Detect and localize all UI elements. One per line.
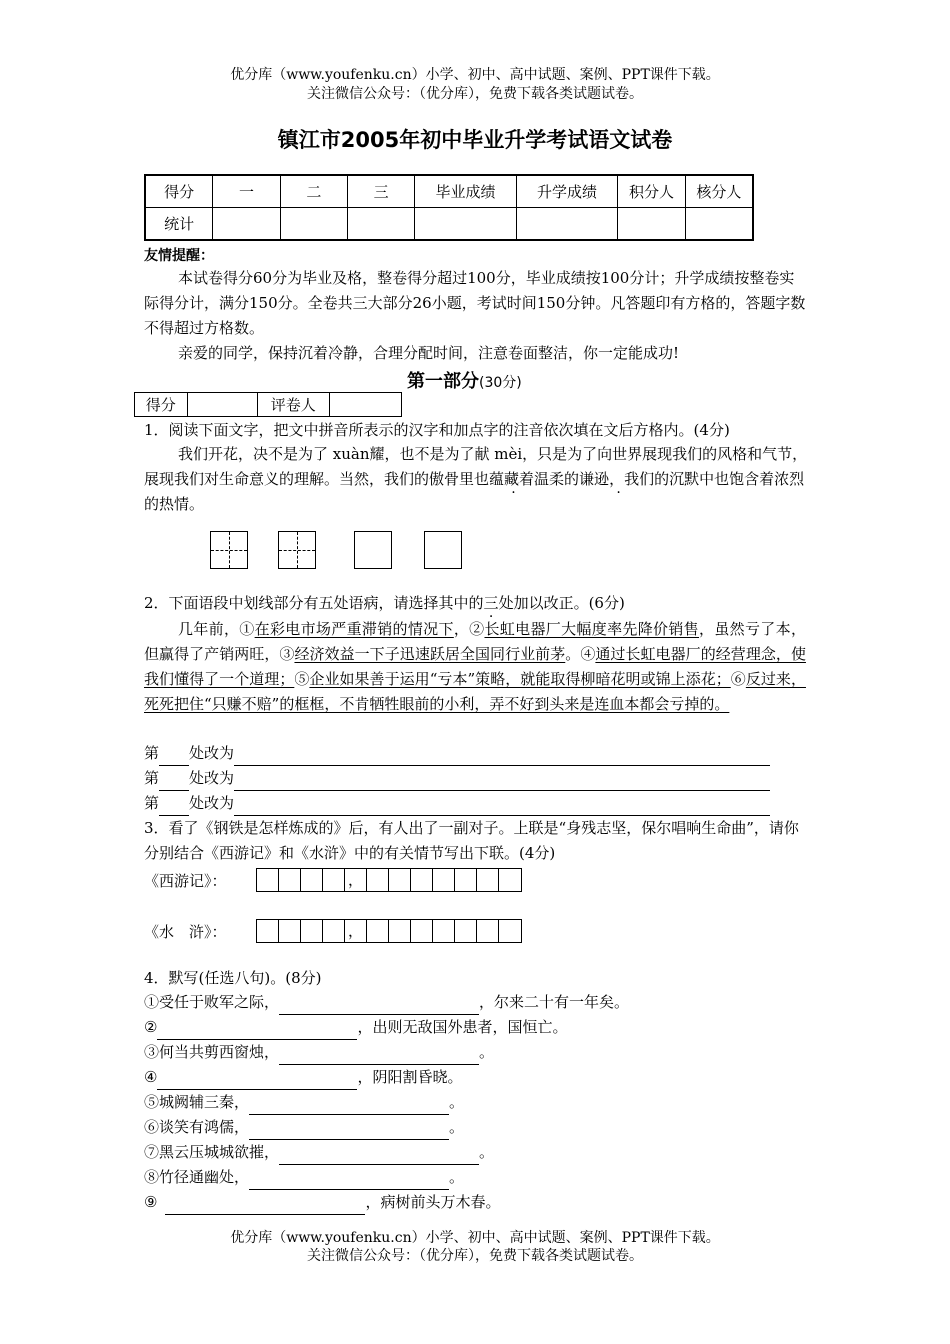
- q3-stem: 3．看了《钢铁是怎样炼成的》后，有人出了一副对子。上联是“身残志坚，保尔唱响生命曲”，请你分别结合《西游记》和《水浒》中的有关情节写出下联。(4分): [144, 819, 799, 862]
- q4-item: [144, 1065, 809, 1090]
- q4-blank[interactable]: [249, 1172, 449, 1190]
- q2-fill-answer[interactable]: [234, 748, 770, 766]
- q2-text: ⑥: [730, 670, 746, 688]
- q4-item-text: ②: [144, 1018, 158, 1036]
- q2-text: 。④: [565, 645, 596, 663]
- q2-underlined: 企业如果善于运用“亏本”策略，就能取得柳暗花明或锦上添花；: [309, 670, 731, 688]
- q4-item-text: ，病树前头万木春。: [365, 1193, 501, 1211]
- q4-item-text: 。: [479, 1043, 495, 1061]
- q4-item-text: 。: [479, 1143, 495, 1161]
- q2-fill-label: 第: [144, 744, 160, 762]
- footer-line-2: 关注微信公众号：（优分库），免费下载各类试题试卷。: [307, 1248, 643, 1264]
- q4-blank[interactable]: [249, 1122, 449, 1140]
- q2-fill-row: [144, 741, 770, 766]
- q4-item: [144, 1190, 809, 1215]
- q2-fill-label: 第: [144, 794, 160, 812]
- q2-underlined: 在彩电市场严重滞销的情况下: [254, 620, 454, 638]
- score-cell[interactable]: [516, 208, 618, 241]
- reminder-paragraph-2: 亲爱的同学，保持沉着冷静，合理分配时间，注意卷面整洁，你一定能成功!: [178, 344, 680, 362]
- q2-passage: [144, 617, 806, 717]
- part-1-points: (30分): [479, 375, 522, 391]
- grader-table: [134, 392, 402, 417]
- q1-dotted-char: 蕴: [489, 470, 505, 488]
- q4-item: [144, 1090, 809, 1115]
- score-header: 得分: [145, 175, 213, 208]
- grader-name-label: 评卷人: [257, 393, 329, 417]
- q2-fill-answer[interactable]: [234, 773, 770, 791]
- q1-answer-box[interactable]: [210, 531, 248, 569]
- grader-score-label: 得分: [135, 393, 188, 417]
- q2-underlined: 通过长虹电器厂的经营理念，使我们懂得了一个道理；: [144, 645, 806, 688]
- q4-item: [144, 1015, 809, 1040]
- q4-item: [144, 1115, 809, 1140]
- q2-fill-row: [144, 791, 770, 816]
- q2-underlined: 长虹电器厂大幅度率先降价销售: [484, 620, 700, 638]
- q4-item-text: ⑦黑云压城城欲摧，: [144, 1143, 280, 1161]
- q3-label-xiyouji: 《西游记》：: [144, 872, 227, 890]
- q2-underlined: 经济效益一下子迅速跃居全国同行业前茅: [294, 645, 566, 663]
- reminder-paragraph-1: 本试卷得分60分为毕业及格，整卷得分超过100分，毕业成绩按100分计；升学成绩按整卷实际得分计，满分150分。全卷共三大部分26小题，考试时间150分钟。凡答题印有方格的，答题字数不得超过方格数。: [144, 269, 806, 337]
- score-header: 积分人: [618, 175, 685, 208]
- header-line-1: 优分库（www.youfenku.cn）小学、初中、高中试题、案例、PPT课件下载。: [230, 67, 720, 83]
- q3-row-shuihu: [144, 919, 564, 945]
- q4-blank[interactable]: [279, 1147, 479, 1165]
- q4-blank[interactable]: [165, 1197, 365, 1215]
- q4-blank[interactable]: [279, 997, 479, 1015]
- q4-stem: 4．默写(任选八句)。(8分): [144, 969, 322, 987]
- q4-item-text: ⑥谈笑有鸿儒，: [144, 1118, 250, 1136]
- q2-fill-number[interactable]: [159, 798, 189, 816]
- header-line-2: 关注微信公众号：（优分库），免费下载各类试题试卷。: [307, 86, 643, 102]
- footer-line-1: 优分库（www.youfenku.cn）小学、初中、高中试题、案例、PPT课件下载。: [230, 1230, 720, 1246]
- q3-answer-cells[interactable]: [256, 868, 522, 892]
- page-title: 镇江市2005年初中毕业升学考试语文试卷: [277, 128, 673, 152]
- q3-comma: ，: [345, 869, 367, 891]
- q2-text: 几年前，①: [178, 620, 255, 638]
- q2-stem-part: 2．下面语段中划线部分有五处语病，请选择其中的: [144, 594, 484, 612]
- score-cell[interactable]: [280, 208, 347, 241]
- q2-fill-number[interactable]: [159, 748, 189, 766]
- score-table: [144, 174, 754, 241]
- q4-blank[interactable]: [249, 1097, 449, 1115]
- q4-blank[interactable]: [157, 1072, 357, 1090]
- score-header: 二: [280, 175, 347, 208]
- score-header: 一: [213, 175, 280, 208]
- reminder-heading: 友情提醒：: [144, 248, 214, 264]
- q4-item-text: 。: [449, 1093, 465, 1111]
- q2-underlined: 反过来，死死把住“只赚不赔”的框框，不肯牺牲眼前的小利，弄不好到头来是连血本都会亏掉的。: [144, 670, 806, 713]
- q3-row-xiyouji: [144, 868, 564, 894]
- grader-name-cell[interactable]: [329, 393, 401, 417]
- q4-item-text: ⑧竹径通幽处，: [144, 1168, 250, 1186]
- q4-blank[interactable]: [157, 1022, 357, 1040]
- score-header: 毕业成绩: [415, 175, 517, 208]
- q2-stem: [144, 591, 809, 616]
- q2-fill-label: 处改为: [189, 744, 235, 762]
- q2-fill-label: 第: [144, 769, 160, 787]
- q2-fill-label: 处改为: [189, 769, 235, 787]
- score-cell[interactable]: [618, 208, 685, 241]
- q4-item-text: 。: [449, 1168, 465, 1186]
- q1-text-part: 我们开花，决不是为了 xuàn耀，也不是为了献 mèi，只是为了向世界展现我们的风格和气节，展现我们对生命意义的理解。当然，我们的傲骨里也: [144, 445, 808, 488]
- q4-item-text: ，出则无敌国外患者，国恒亡。: [357, 1018, 568, 1036]
- q2-stem-part: 处加以改正。(6分): [498, 594, 625, 612]
- part-1-title-text: 第一部分: [407, 371, 479, 392]
- q4-item: [144, 1140, 809, 1165]
- q4-item-text: ④: [144, 1068, 158, 1086]
- q2-fill-number[interactable]: [159, 773, 189, 791]
- score-header: 升学成绩: [516, 175, 618, 208]
- q1-text: [144, 442, 809, 517]
- q2-text: ⑤: [294, 670, 310, 688]
- q4-item-text: ，阴阳割昏晓。: [357, 1068, 463, 1086]
- q4-item: [144, 1040, 809, 1065]
- q2-text: ，虽然亏了本，但赢得了产销两旺，③: [144, 620, 806, 663]
- score-header: 三: [347, 175, 414, 208]
- q4-item-text: ①受任于败军之际，: [144, 993, 280, 1011]
- score-row-label: 统计: [145, 208, 213, 241]
- q4-item-text: ，尔来二十有一年矣。: [479, 993, 630, 1011]
- q4-blank[interactable]: [279, 1047, 479, 1065]
- q1-answer-box[interactable]: [424, 531, 462, 569]
- grader-score-cell[interactable]: [187, 393, 257, 417]
- q4-item-text: ③何当共剪西窗烛，: [144, 1043, 280, 1061]
- q1-answer-box[interactable]: [278, 531, 316, 569]
- q2-text: ，②: [453, 620, 485, 638]
- score-cell[interactable]: [685, 208, 753, 241]
- q2-fill-label: 处改为: [189, 794, 235, 812]
- q2-fill-answer[interactable]: [234, 798, 770, 816]
- q4-item-text: ⑨: [144, 1193, 158, 1211]
- score-cell[interactable]: [347, 208, 414, 241]
- q3-answer-cells[interactable]: [256, 919, 522, 943]
- q1-text-part: 藏着温柔的谦: [504, 470, 595, 488]
- score-header: 核分人: [685, 175, 753, 208]
- q4-item-text: ⑤城阙辅三秦，: [144, 1093, 250, 1111]
- q1-answer-box[interactable]: [354, 531, 392, 569]
- score-cell[interactable]: [415, 208, 517, 241]
- q1-stem: 1．阅读下面文字，把文中拼音所表示的汉字和加点字的注音依次填在文后方格内。(4分): [144, 421, 730, 439]
- score-cell[interactable]: [213, 208, 280, 241]
- q2-fill-row: [144, 766, 770, 791]
- q1-dotted-char: 逊: [594, 470, 610, 488]
- q3-comma: ，: [345, 920, 367, 942]
- part-1-title: [407, 367, 522, 393]
- q4-item: [144, 990, 809, 1015]
- q2-dotted-char: 三: [483, 594, 499, 612]
- q4-item: [144, 1165, 809, 1190]
- q1-text-part: ，我们的沉默中也饱含着浓烈的热情。: [144, 470, 805, 513]
- q3-label-shuihu: 《水 浒》：: [144, 923, 227, 941]
- q4-item-text: 。: [449, 1118, 465, 1136]
